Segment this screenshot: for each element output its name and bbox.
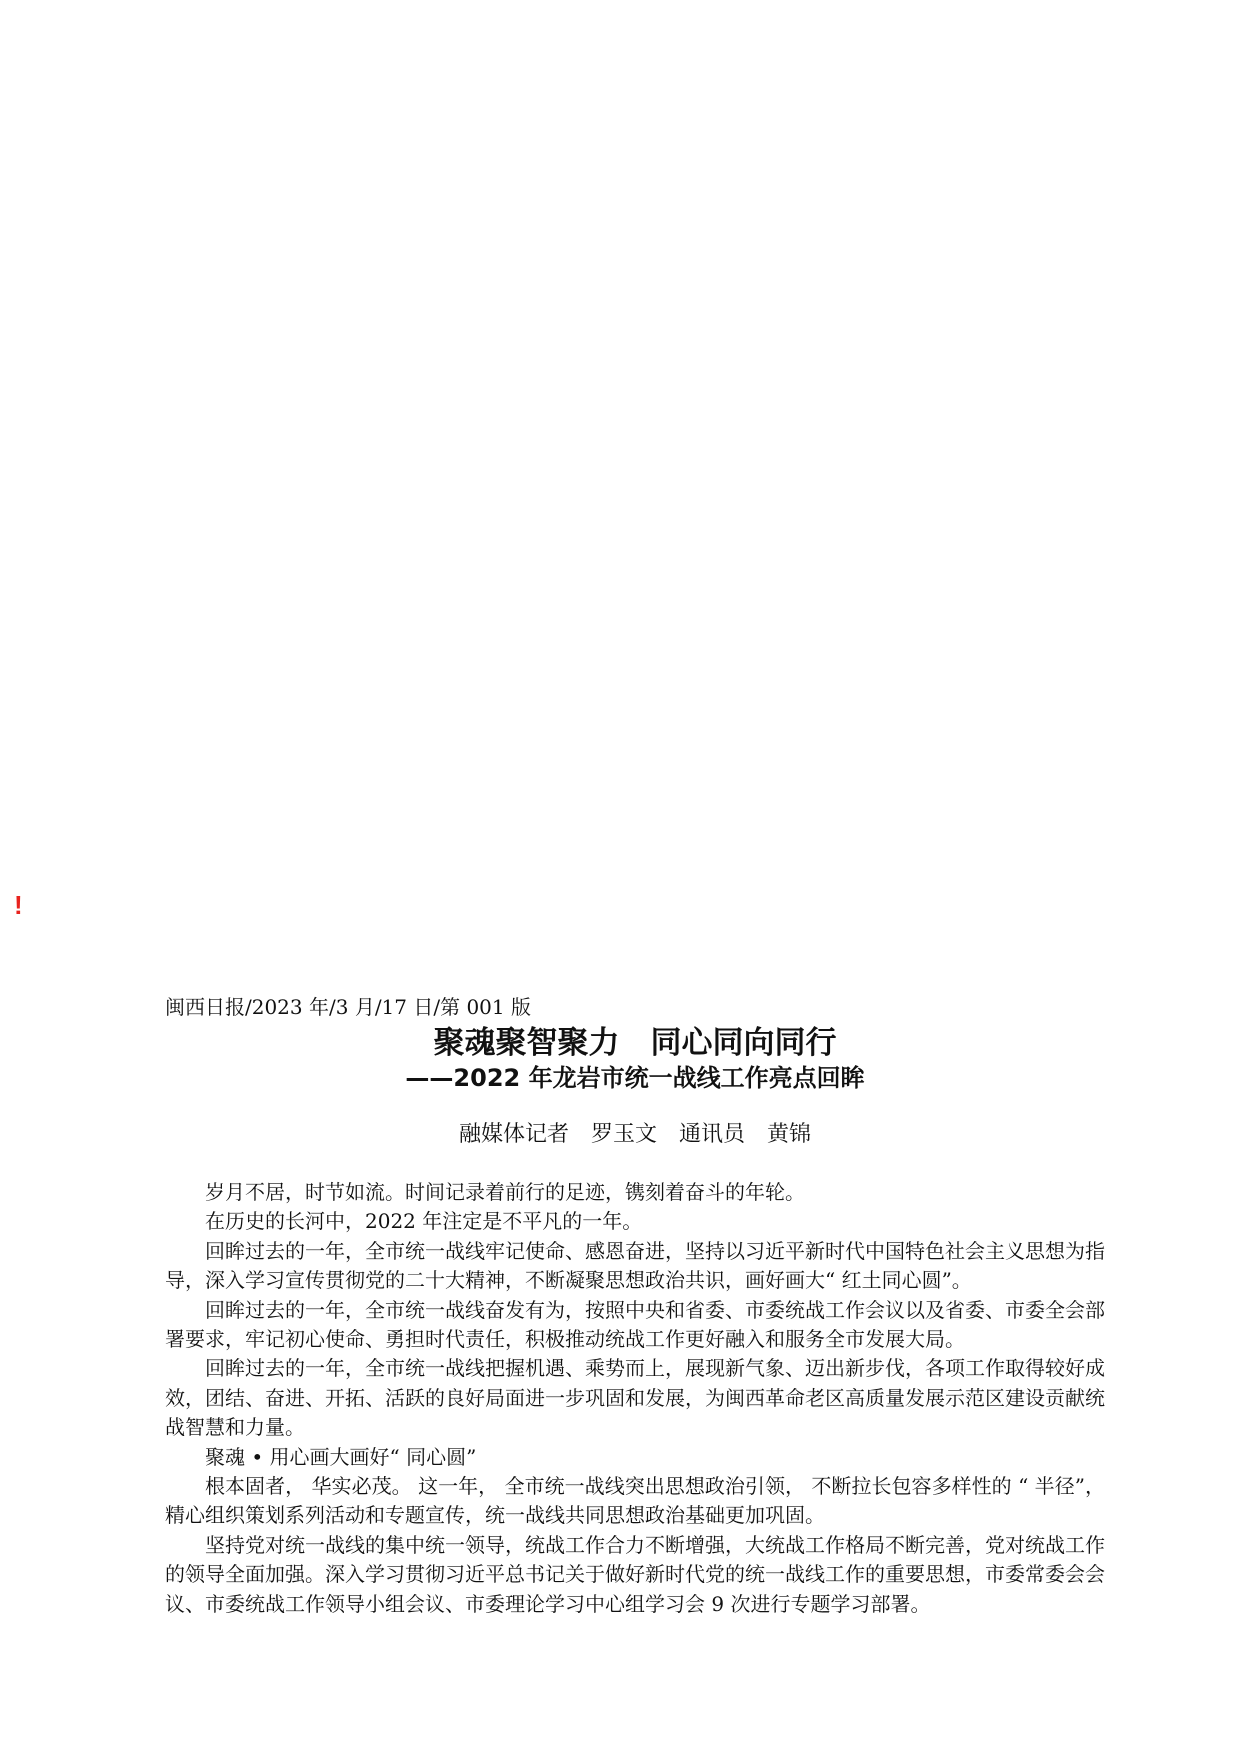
paragraph: 回眸过去的一年，全市统一战线把握机遇、乘势而上，展现新气象、迈出新步伐，各项工作取得较好成效，团结、奋进、开拓、活跃的良好局面进一步巩固和发展，为闽西革命老区高质量发展示范区建设贡献统战智慧和力量。 [165,1356,1105,1440]
byline: 融媒体记者 罗玉文 通讯员 黄锦 [458,1122,811,1147]
article-body [165,1178,1105,1619]
paragraph: 回眸过去的一年，全市统一战线奋发有为，按照中央和省委、市委统战工作会议以及省委、市委全会部署要求，牢记初心使命、勇担时代责任，积极推动统战工作更好融入和服务全市发展大局。 [165,1297,1105,1352]
source-line: 闽西日报/2023 年/3 月/17 日/第 001 版 [165,995,531,1019]
section-heading: 聚魂 • 用心画大画好“ 同心圆” [205,1444,477,1469]
paragraph: 坚持党对统一战线的集中统一领导，统战工作合力不断增强，大统战工作格局不断完善，党对统战工作的领导全面加强。深入学习贯彻习近平总书记关于做好新时代党的统一战线工作的重要思想，市委常委会会议、市委统战工作领导小组会议、市委理论学习中心组学习会 9 次进行专题学习部署。 [165,1532,1105,1616]
paragraph: 回眸过去的一年，全市统一战线牢记使命、感恩奋进，坚持以习近平新时代中国特色社会主义思想为指导，深入学习宣传贯彻党的二十大精神，不断凝聚思想政治共识，画好画大“ 红土同心圆”。 [165,1238,1105,1293]
paragraph: 在历史的长河中，2022 年注定是不平凡的一年。 [205,1209,643,1234]
error-marker: ! [14,890,23,920]
article-title: 聚魂聚智聚力 同心同向同行 [433,1025,837,1061]
article [165,993,1105,1619]
paragraph: 岁月不居，时节如流。时间记录着前行的足迹，镌刻着奋斗的年轮。 [205,1180,805,1204]
article-subtitle: ——2022 年龙岩市统一战线工作亮点回眸 [405,1064,865,1092]
paragraph: 根本固者， 华实必茂。 这一年， 全市统一战线突出思想政治引领， 不断拉长包容多样性的 “ 半径”，精心组织策划系列活动和专题宣传，统一战线共同思想政治基础更加巩固。 [165,1474,1105,1528]
